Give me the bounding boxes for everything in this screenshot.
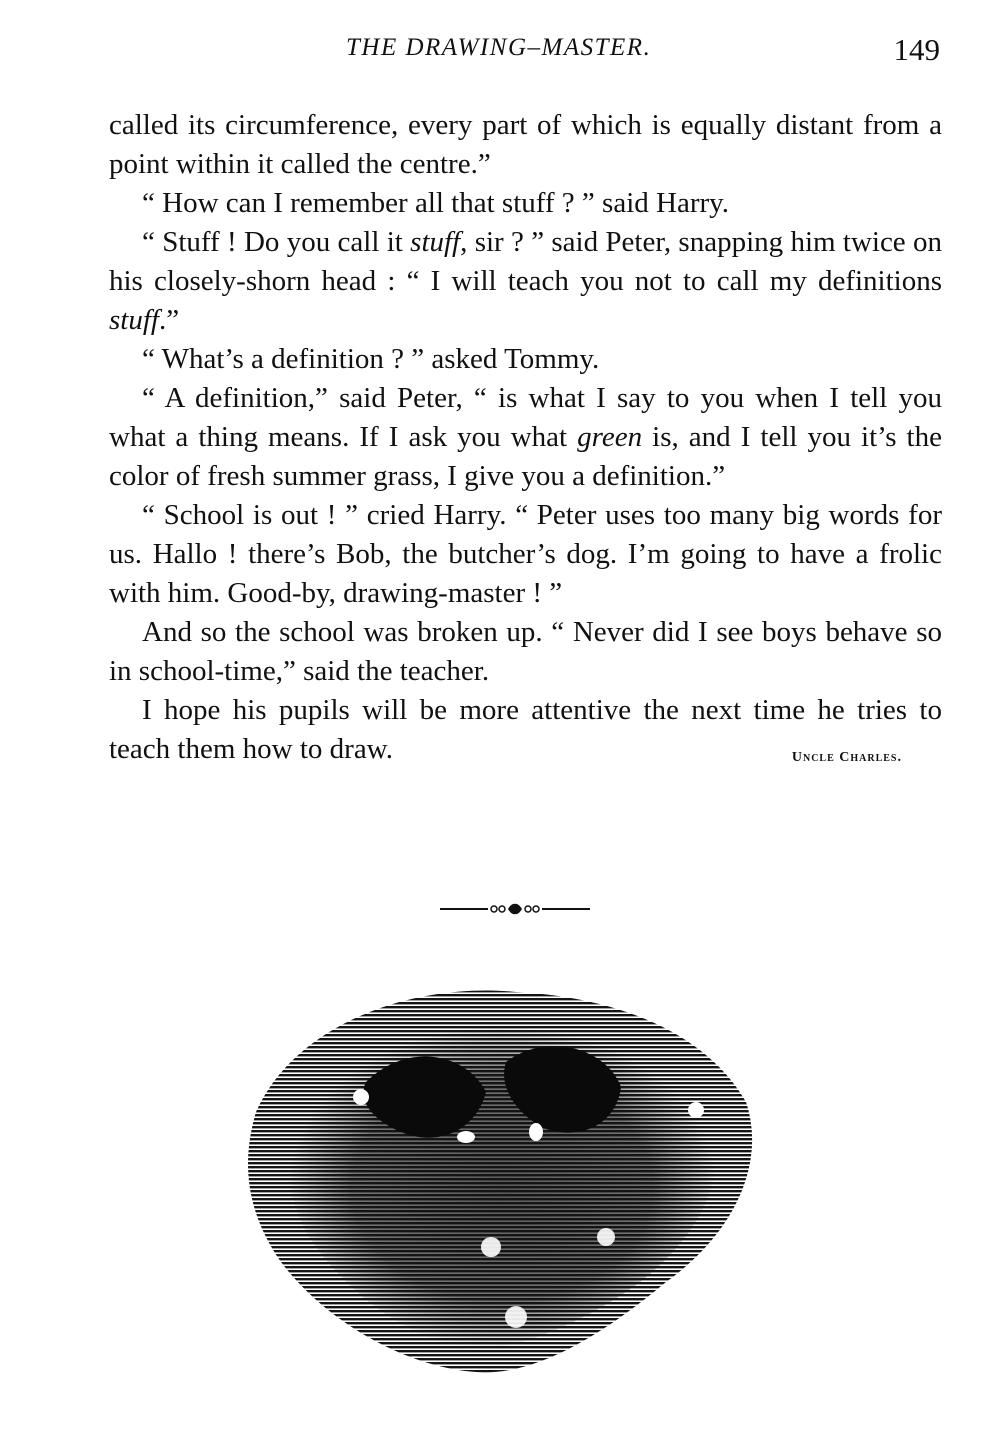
paragraph-5: “ A definition,” said Peter, “ is what I say to you when I tell you what a thing means. If I ask you what green is, and I tell you it’s the color of fresh summer grass, I give you a definition.” bbox=[109, 382, 942, 492]
engraving-birds-in-nest-icon bbox=[236, 962, 766, 1382]
page-header bbox=[0, 34, 1000, 74]
ornament-divider-icon bbox=[440, 898, 590, 920]
paragraph-1: called its circumference, every part of which is equally distant from a point within it called the centre.” bbox=[109, 109, 942, 180]
signature: Uncle Charles. bbox=[791, 750, 902, 765]
paragraph-3: “ Stuff ! Do you call it stuff, sir ? ” said Peter, snapping him twice on his closely-shorn head : “ I will teach you not to call my definitions stuff.” bbox=[109, 226, 943, 336]
paragraph-2: “ How can I remember all that stuff ? ” said Harry. bbox=[142, 187, 730, 219]
paragraph-6: “ School is out ! ” cried Harry. “ Peter uses too many big words for us. Hallo ! there’s Bob, the butcher’s dog. I’m going to have a frolic with him. Good-by, drawing-master ! ” bbox=[109, 499, 942, 609]
paragraph-4: “ What’s a definition ? ” asked Tommy. bbox=[142, 343, 600, 375]
body-text bbox=[109, 106, 942, 777]
paragraph-7: And so the school was broken up. “ Never did I see boys behave so in school-time,” said the teacher. bbox=[109, 616, 942, 687]
page-number: 149 bbox=[893, 32, 940, 67]
paragraph-8: I hope his pupils will be more attentive the next time he tries to teach them how to draw. Uncle Charles. bbox=[109, 691, 942, 769]
running-title: THE DRAWING–MASTER. bbox=[346, 34, 652, 61]
